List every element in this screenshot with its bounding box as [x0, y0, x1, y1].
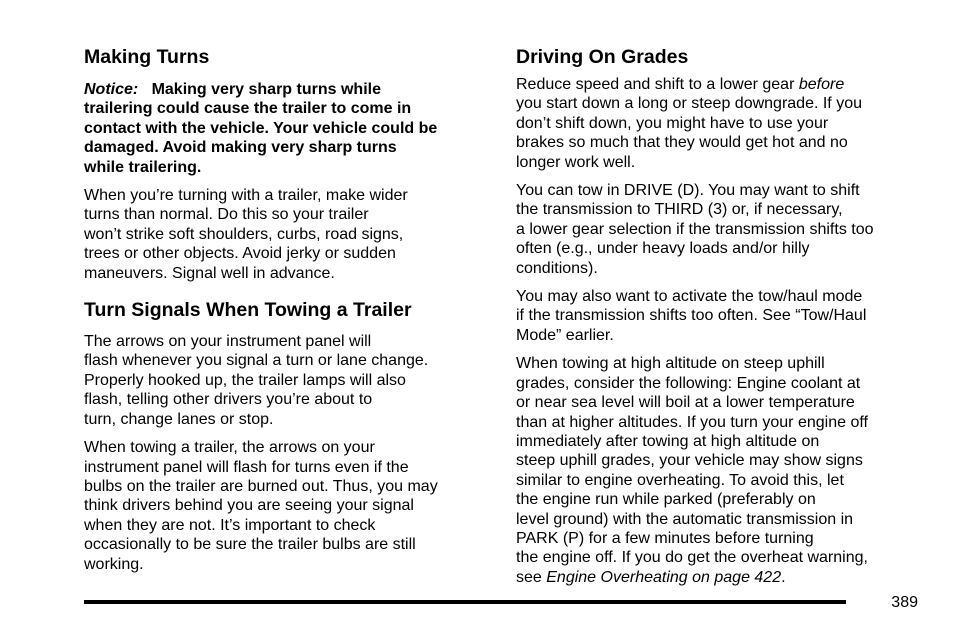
- heading-turn-signals: Turn Signals When Towing a Trailer: [84, 299, 412, 322]
- cross-reference-link: Engine Overheating on page 422: [546, 568, 782, 586]
- paragraph-turning-wider: When you’re turning with a trailer, make wider turns than normal. Do this so your trailer won’t strike soft shoulders, curbs, road signs, trees or other objects. Avoid jerky or sudden maneuvers. Signal well in advance.: [84, 187, 408, 282]
- page-number: 389: [891, 594, 918, 611]
- paragraph-bulbs-burned-out: When towing a trailer, the arrows on your instrument panel will flash for turns even if the bulbs on the trailer are burned out. Thus, you may think drivers behind you are seeing your signal when they are not. It’s important to check occasionally to be sure the trailer bulbs are still working.: [84, 439, 438, 573]
- paragraph-arrows-flash: The arrows on your instrument panel will flash whenever you signal a turn or lane change. Properly hooked up, the trailer lamps will also flash, telling other drivers you’re about to turn, change lanes or stop.: [84, 333, 429, 428]
- right-column: [516, 44, 926, 587]
- paragraph-tow-in-drive: You can tow in DRIVE (D). You may want to shift the transmission to THIRD (3) or, if necessary, a lower gear selection if the transmission shifts too often (e.g., under heavy loads and/or hilly conditions).: [516, 182, 874, 277]
- notice-paragraph: Notice: Making very sharp turns while trailering could cause the trailer to come in contact with the vehicle. Your vehicle could be damaged. Avoid making very sharp turns while trailering.: [84, 81, 438, 176]
- left-column: [84, 44, 488, 574]
- paragraph-reduce-speed: Reduce speed and shift to a lower gear before you start down a long or steep downgrade. If you don’t shift down, you might have to use your brakes so much that they would get hot and no longer work well.: [516, 76, 862, 171]
- heading-driving-on-grades: Driving On Grades: [516, 46, 689, 68]
- paragraph-high-altitude: When towing at high altitude on steep uphill grades, consider the following: Engine coolant at or near sea level will boil at a lower temperature than at higher altitudes. If you turn your engine off immediately after towing at high altitude on steep uphill grades, your vehicle may show signs similar to engine overheating. To avoid this, let the engine run while parked (preferably on level ground) with the automatic transmission in PARK (P) for a few minutes before turning the engine off. If you do get the overheat warning, see Engine Overheating on page 422.: [516, 355, 868, 586]
- paragraph-tow-haul-mode: You may also want to activate the tow/haul mode if the transmission shifts too often. See “Tow/Haul Mode” earlier.: [516, 288, 867, 344]
- notice-label: Notice:: [84, 81, 139, 98]
- footer-rule: [84, 600, 846, 604]
- heading-making-turns: Making Turns: [84, 46, 210, 68]
